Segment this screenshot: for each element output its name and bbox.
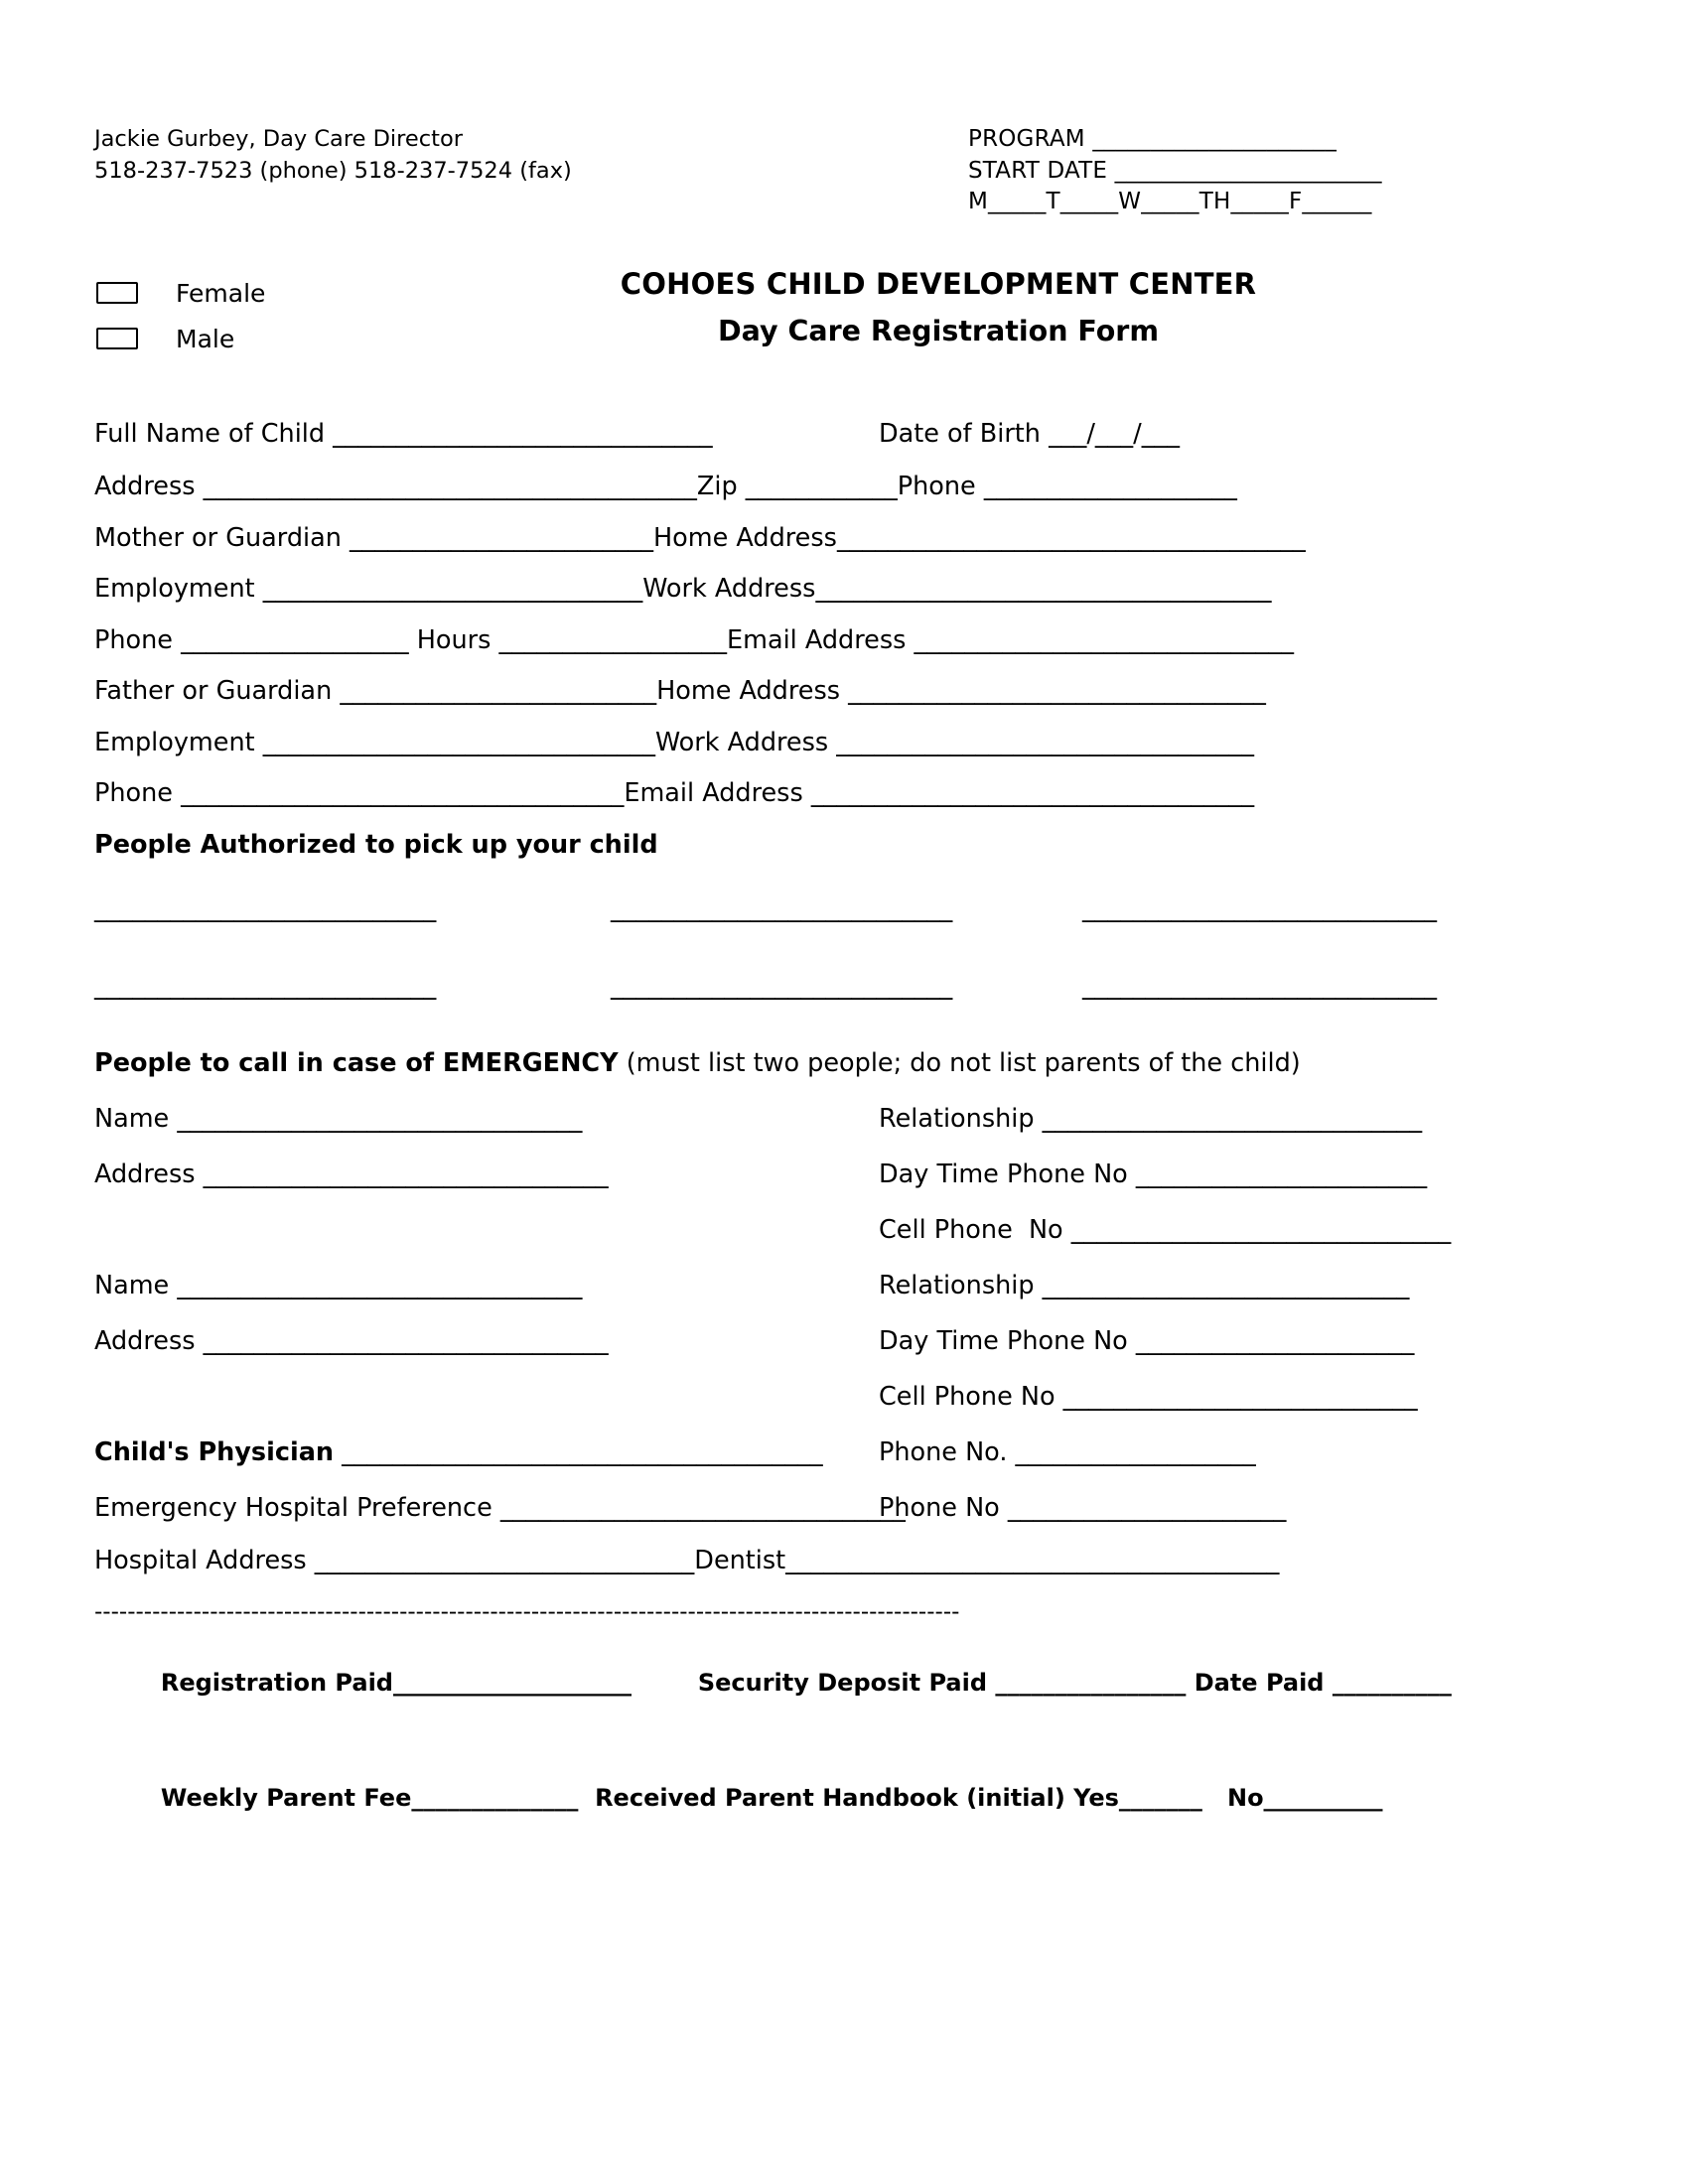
field-emergency1-cell-phone[interactable]: Cell Phone No ______________________________ bbox=[879, 1214, 1452, 1245]
field-emergency1-day-phone[interactable]: Day Time Phone No _______________________ bbox=[879, 1159, 1428, 1189]
program-field: PROGRAM _____________________ bbox=[968, 126, 1337, 152]
field-physician[interactable] bbox=[94, 1437, 879, 1467]
field-emergency1-relationship[interactable]: Relationship ______________________________ bbox=[879, 1103, 1423, 1134]
physician-label: Child's Physician bbox=[94, 1436, 335, 1467]
row-emergency2-address bbox=[94, 1326, 1594, 1356]
section-heading-emergency bbox=[94, 1048, 1594, 1078]
pickup-blank-1c[interactable]: ____________________________ bbox=[1082, 892, 1437, 923]
field-emergency2-relationship[interactable]: Relationship _____________________________ bbox=[879, 1270, 1410, 1300]
row-emergency2-cell bbox=[94, 1382, 1594, 1412]
field-address[interactable]: Address _______________________________________Zip ____________Phone ____________________ bbox=[94, 472, 1237, 502]
title-section bbox=[94, 266, 1594, 361]
field-security-deposit-paid[interactable]: Security Deposit Paid ________________ bbox=[697, 1669, 1187, 1698]
header-program-block bbox=[968, 124, 1382, 218]
start-date-field: START DATE _______________________ bbox=[968, 157, 1382, 184]
field-emergency2-day-phone[interactable]: Day Time Phone No ______________________ bbox=[879, 1325, 1415, 1356]
pickup-row-2[interactable] bbox=[94, 971, 1594, 1001]
pickup-blank-2c[interactable]: ____________________________ bbox=[1082, 970, 1437, 1001]
spacer-emergency1 bbox=[94, 1215, 879, 1245]
row-child-name bbox=[94, 419, 1594, 449]
pickup-blank-1b[interactable]: ___________________________ bbox=[611, 892, 953, 923]
form-titles bbox=[392, 266, 1594, 349]
row-payment-1 bbox=[94, 1641, 1594, 1724]
field-handbook-no[interactable]: No__________ bbox=[1226, 1784, 1383, 1813]
gender-label-female: Female bbox=[176, 278, 266, 308]
row-emergency1-cell bbox=[94, 1215, 1594, 1245]
pickup-blank-2a[interactable]: ___________________________ bbox=[94, 970, 437, 1001]
field-emergency2-name[interactable]: Name ________________________________ bbox=[94, 1270, 583, 1300]
field-father-guardian[interactable]: Father or Guardian _________________________Home Address _________________________________ bbox=[94, 676, 1266, 707]
section-heading-pickup: People Authorized to pick up your child bbox=[94, 829, 658, 860]
checkbox-female-icon[interactable] bbox=[96, 282, 138, 304]
field-hospital-preference[interactable]: Emergency Hospital Preference ________________________________ bbox=[94, 1492, 906, 1523]
row-payment-2 bbox=[94, 1756, 1594, 1840]
gender-checkbox-group bbox=[94, 266, 392, 361]
pickup-blank-lines bbox=[94, 893, 1594, 1001]
pickup-row-1[interactable] bbox=[94, 893, 1594, 923]
field-father-phone[interactable]: Phone ___________________________________Email Address ___________________________________ bbox=[94, 778, 1255, 809]
field-physician-phone[interactable]: Phone No. ___________________ bbox=[879, 1436, 1256, 1467]
row-emergency2-name bbox=[94, 1271, 1594, 1300]
page-title: COHOES CHILD DEVELOPMENT CENTER bbox=[620, 267, 1257, 302]
field-emergency1-address[interactable]: Address ________________________________ bbox=[94, 1159, 609, 1189]
header-contact-block bbox=[94, 124, 968, 188]
field-hospital-address-dentist[interactable]: Hospital Address ______________________________Dentist_______________________________________ bbox=[94, 1545, 1280, 1575]
phone-fax: 518-237-7523 (phone) 518-237-7524 (fax) bbox=[94, 157, 572, 184]
field-child-name[interactable]: Full Name of Child ______________________________ bbox=[94, 419, 713, 450]
gender-option-male[interactable] bbox=[94, 316, 392, 361]
field-weekly-parent-fee[interactable]: Weekly Parent Fee______________ bbox=[160, 1784, 579, 1813]
physician-blank[interactable]: ______________________________________ bbox=[334, 1436, 823, 1467]
pickup-blank-1a[interactable]: ___________________________ bbox=[94, 892, 437, 923]
gender-option-female[interactable] bbox=[94, 270, 392, 316]
row-physician bbox=[94, 1437, 1594, 1467]
director-name: Jackie Gurbey, Day Care Director bbox=[94, 126, 463, 152]
field-father-employment[interactable]: Employment _______________________________Work Address _________________________________ bbox=[94, 727, 1255, 757]
field-date-paid[interactable]: Date Paid __________ bbox=[1194, 1669, 1452, 1698]
page-subtitle: Day Care Registration Form bbox=[717, 314, 1160, 347]
section-divider: --------------------------------------------------------------------------------------------------------- bbox=[94, 1599, 960, 1626]
field-hospital-phone[interactable]: Phone No ______________________ bbox=[879, 1492, 1287, 1523]
field-mother-guardian[interactable]: Mother or Guardian ________________________Home Address_____________________________________ bbox=[94, 522, 1306, 553]
emergency-heading-note: (must list two people; do not list parents of the child) bbox=[618, 1047, 1301, 1078]
checkbox-male-icon[interactable] bbox=[96, 328, 138, 349]
field-emergency2-address[interactable]: Address ________________________________ bbox=[94, 1325, 609, 1356]
row-emergency1-name bbox=[94, 1104, 1594, 1134]
field-mother-phone[interactable]: Phone __________________ Hours __________________Email Address ______________________________ bbox=[94, 624, 1295, 655]
field-emergency1-name[interactable]: Name ________________________________ bbox=[94, 1103, 583, 1134]
row-emergency1-address bbox=[94, 1160, 1594, 1189]
pickup-blank-2b[interactable]: ___________________________ bbox=[611, 970, 953, 1001]
row-hospital-preference bbox=[94, 1493, 1594, 1523]
field-handbook-yes[interactable]: Received Parent Handbook (initial) Yes_______ bbox=[595, 1784, 1202, 1813]
spacer-emergency2 bbox=[94, 1382, 879, 1412]
field-emergency2-cell-phone[interactable]: Cell Phone No ____________________________ bbox=[879, 1381, 1418, 1412]
document-header bbox=[94, 124, 1594, 218]
gender-label-male: Male bbox=[176, 324, 235, 353]
emergency-heading-bold: People to call in case of EMERGENCY bbox=[94, 1047, 619, 1078]
form-body bbox=[94, 419, 1594, 1840]
days-of-week-field: M_____T_____W_____TH_____F______ bbox=[968, 189, 1372, 215]
field-registration-paid[interactable]: Registration Paid____________________ bbox=[160, 1669, 632, 1698]
field-mother-employment[interactable]: Employment ______________________________Work Address____________________________________ bbox=[94, 574, 1272, 605]
field-date-of-birth[interactable]: Date of Birth ___/___/___ bbox=[879, 419, 1180, 450]
